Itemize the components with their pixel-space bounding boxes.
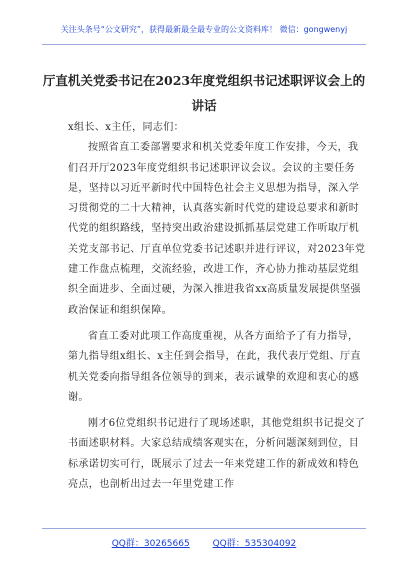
paragraph-3: 刚才6位党组织书记进行了现场述职，其他党组织书记提交了书面述职材料。大家总结成绩客观实在，分析问题深刻到位，目标承诺切实可行，既展示了过去一年来党建工作的新成效和特色亮点，也剖析出过去一年里党建工作: [68, 418, 366, 491]
header-divider: [42, 44, 366, 45]
salutation: x组长、x主任，同志们：: [68, 122, 185, 133]
header-banner: 关注头条号“公文研究”，获得最新最全最专业的公文资料库！ 微信：gongwenyj: [60, 25, 348, 34]
qq-group-2[interactable]: QQ群：535304092: [212, 539, 297, 549]
title-line-2: 讲话: [191, 98, 217, 113]
footer-divider: [42, 528, 366, 529]
footer-banner: [0, 536, 408, 549]
paragraph-2: 省直工委对此项工作高度重视，从各方面给予了有力指导，第九指导组x组长、x主任到会指导，在此，我代表厅党组、厅直机关党委向指导组各位领导的到来，表示诚挚的欢迎和衷心的感谢。: [68, 330, 361, 403]
document-body: [68, 118, 368, 495]
document-title: [40, 68, 368, 118]
title-line-1: 厅直机关党委书记在2023年度党组织书记述职评议会上的: [42, 73, 366, 88]
paragraph-1: 按照省直工委部署要求和机关党委年度工作安排，今天，我们召开厅2023年度党组织书记述职评议会议。会议的主要任务是，坚持以习近平新时代中国特色社会主义思想为指导，深入学习贯彻党的二十大精神，认真落实新时代党的建设总要求和新时代党的组织路线，坚持突出政治建设抓抓基层党建工作听取厅机关党支部书记、厅直单位党委书记述职并进行评议，对2023年党建工作盘点梳理，交流经验，改进工作，齐心协力推动基层党组织全面进步、全面过硬，为深入推进我省xx高质量发展提供坚强政治保证和组织保障。: [68, 142, 366, 316]
qq-group-1[interactable]: QQ群：30265665: [111, 539, 190, 549]
